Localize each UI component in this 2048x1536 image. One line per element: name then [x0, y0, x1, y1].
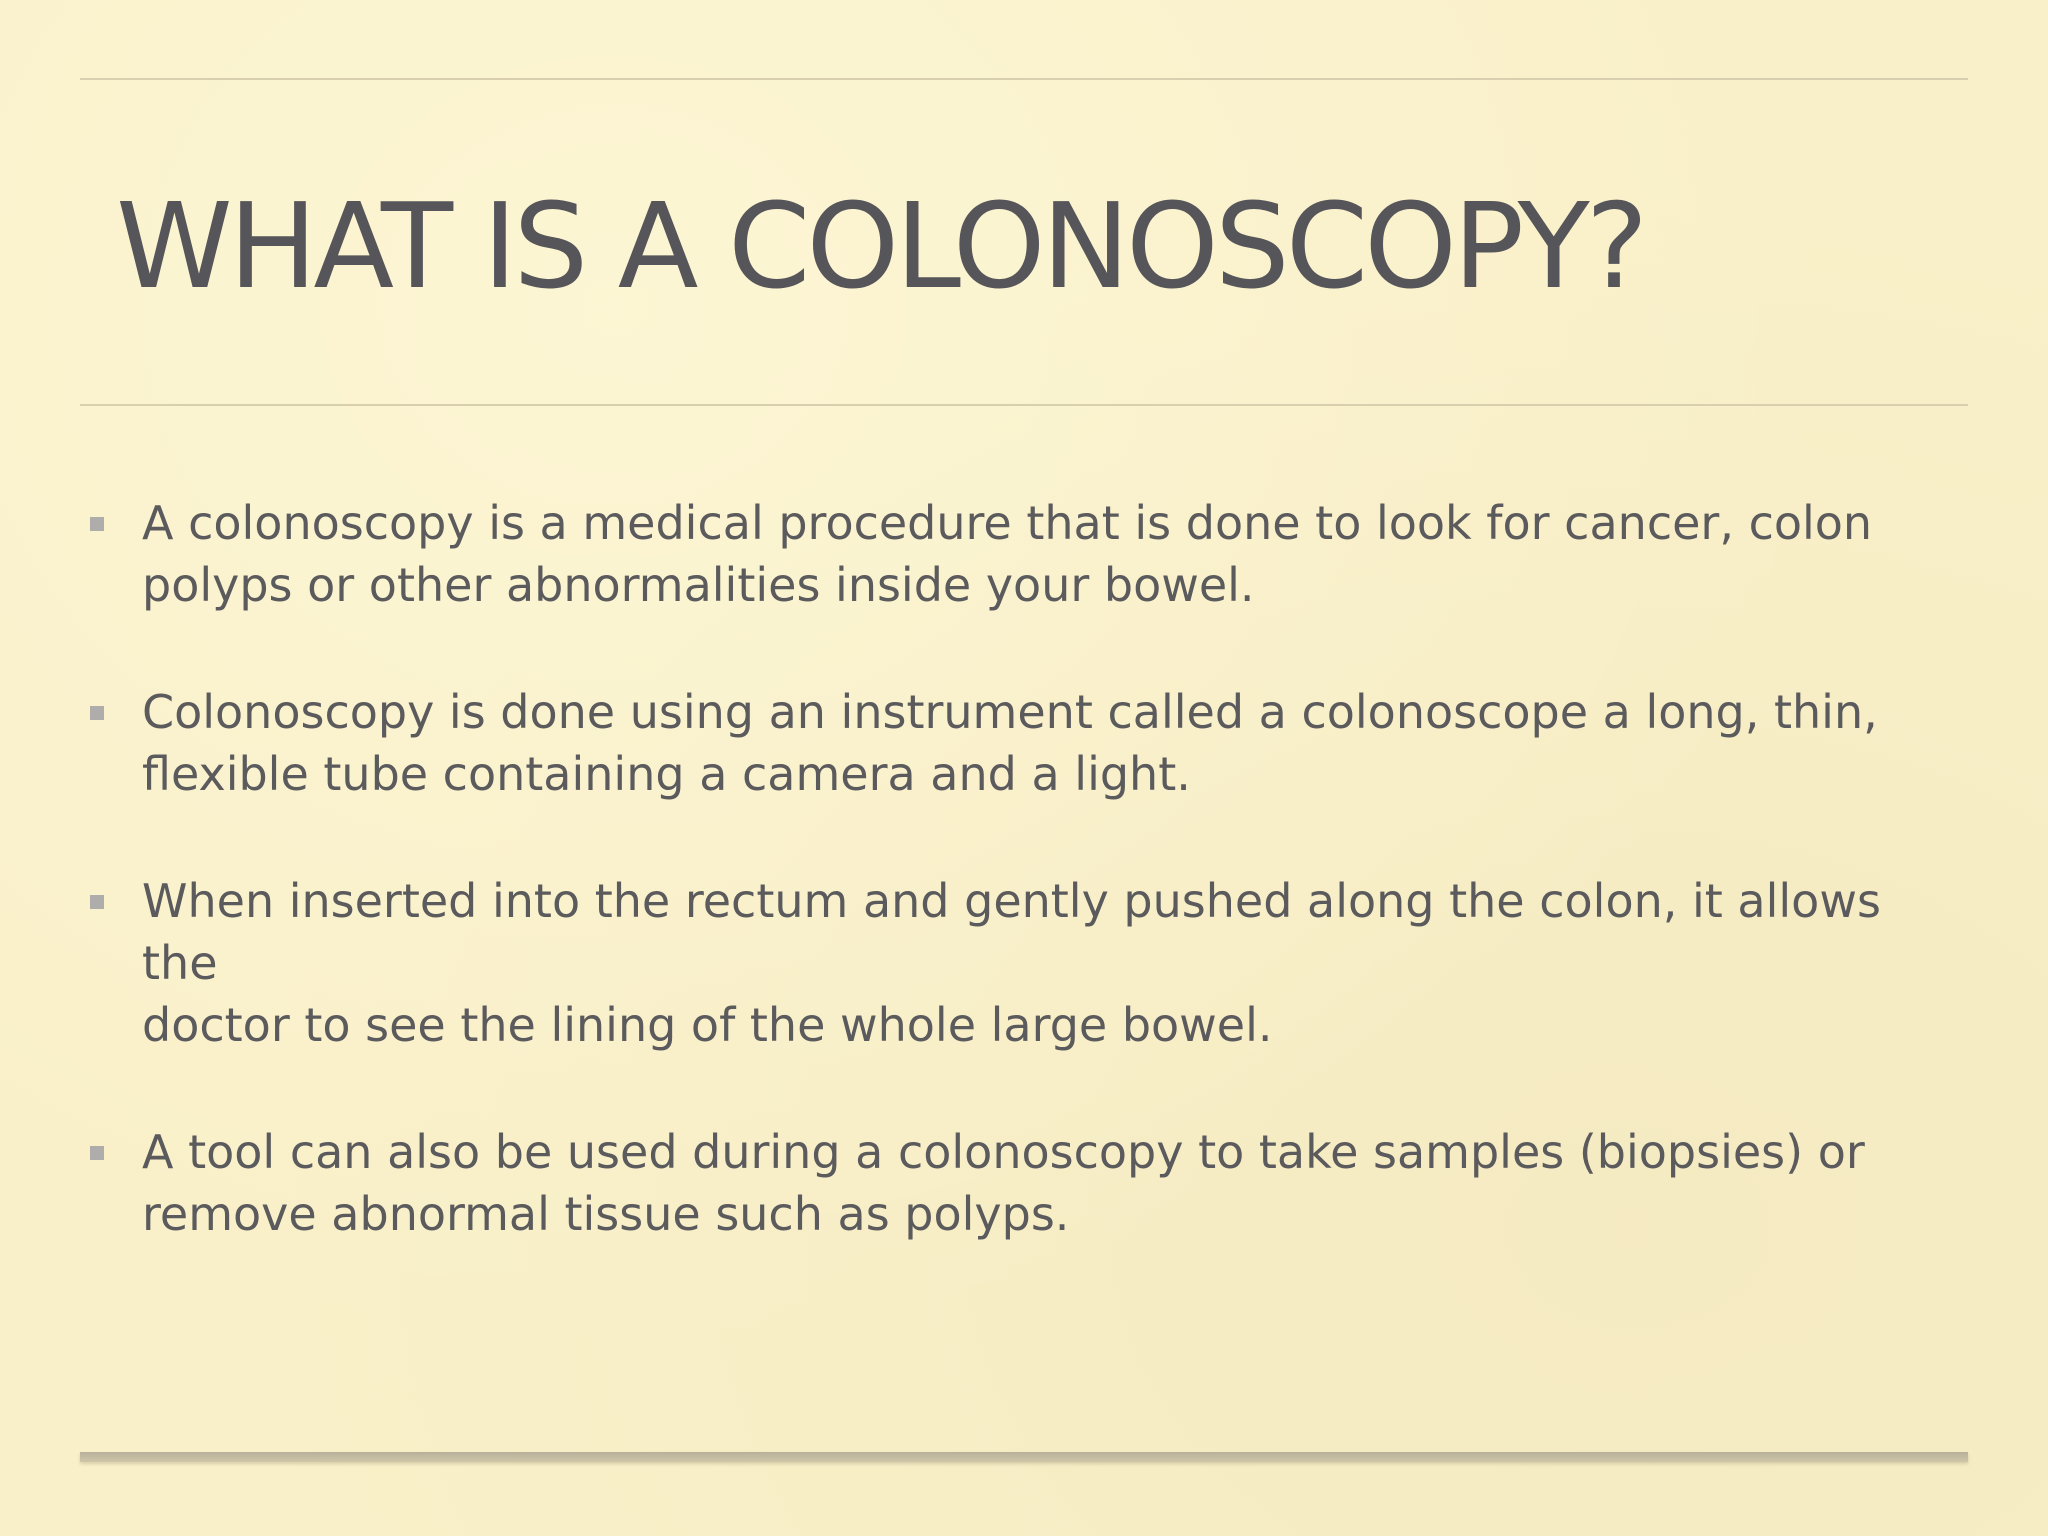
square-bullet-icon — [90, 895, 104, 909]
bullet-item — [86, 870, 1966, 1056]
square-bullet-icon — [90, 1146, 104, 1160]
bullet-text: Colonoscopy is done using an instrument called a colonoscope a long, thin, flexible tube containing a camera and a light. — [142, 685, 1878, 801]
bullet-item — [86, 681, 1966, 805]
square-bullet-icon — [90, 706, 104, 720]
bullet-list — [86, 492, 1966, 1310]
top-divider — [80, 78, 1968, 80]
bullet-item — [86, 1121, 1966, 1245]
bullet-text: A tool can also be used during a colonoscopy to take samples (biopsies) or remove abnormal tissue such as polyps. — [142, 1125, 1865, 1241]
slide-title: WHAT IS A COLONOSCOPY? — [116, 177, 1645, 315]
title-divider — [80, 404, 1968, 406]
bullet-item — [86, 492, 1966, 616]
bottom-divider — [80, 1452, 1968, 1462]
bullet-text: A colonoscopy is a medical procedure that is done to look for cancer, colon polyps or other abnormalities inside your bowel. — [142, 496, 1873, 612]
bullet-text: When inserted into the rectum and gently pushed along the colon, it allows the doctor to see the lining of the whole large bowel. — [142, 874, 1881, 1052]
square-bullet-icon — [90, 517, 104, 531]
